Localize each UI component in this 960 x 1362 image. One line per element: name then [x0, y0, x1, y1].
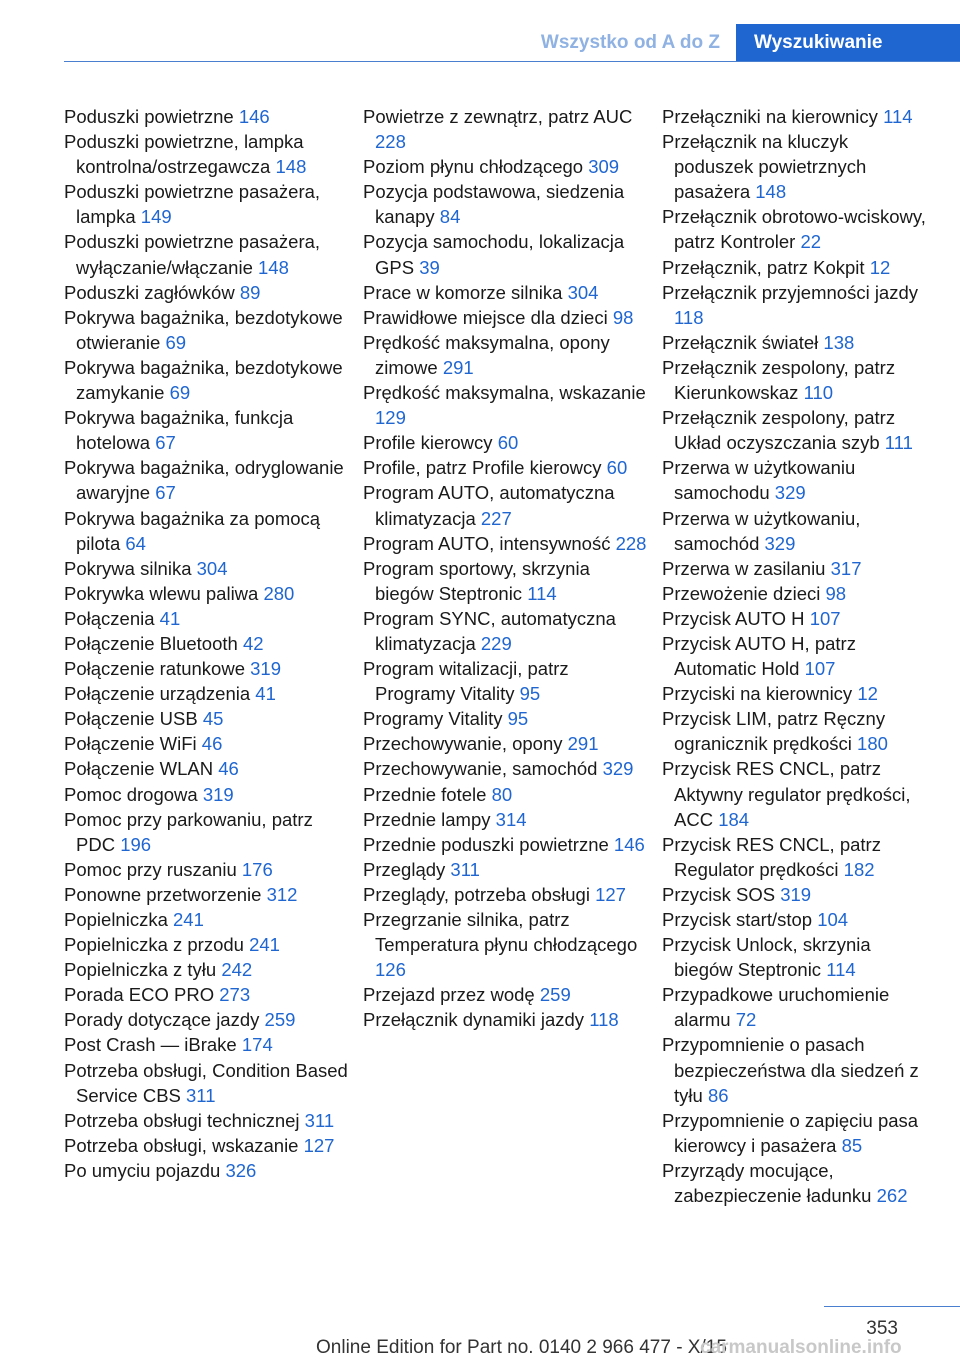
- index-page-link[interactable]: 228: [615, 532, 647, 554]
- index-page-link[interactable]: 176: [241, 858, 273, 880]
- index-page-link[interactable]: 241: [173, 909, 204, 930]
- search-tab-active[interactable]: Wyszukiwanie: [736, 24, 960, 62]
- index-page-link[interactable]: 60: [606, 457, 628, 479]
- index-entry: [662, 255, 932, 280]
- index-page-link[interactable]: 273: [219, 984, 251, 1006]
- index-page-link[interactable]: 69: [169, 382, 191, 404]
- index-entry-text: Przednie lampy: [363, 808, 491, 830]
- index-page-link[interactable]: 146: [613, 833, 645, 855]
- index-entry: [64, 706, 354, 731]
- index-entry: [363, 1007, 653, 1032]
- index-page-link[interactable]: 241: [249, 934, 280, 956]
- index-page-link[interactable]: 262: [876, 1185, 908, 1207]
- index-entry: [64, 932, 354, 957]
- index-page-link[interactable]: 309: [588, 156, 620, 178]
- index-entry-text: Przycisk RES CNCL, patrz Regulator prędkości: [662, 833, 881, 880]
- index-page-link[interactable]: 72: [735, 1009, 757, 1031]
- section-tab[interactable]: Wszystko od A do Z: [540, 32, 720, 53]
- index-entry: [363, 556, 653, 606]
- index-entry-text: Przełącznik zespolony, patrz Układ oczyszczania szyb: [662, 407, 896, 454]
- index-entry-text: Przełącznik obrotowo-wciskowy, patrz Kontroler: [662, 206, 926, 253]
- index-page-link[interactable]: 291: [567, 733, 599, 755]
- index-entry-text: Przycisk RES CNCL, patrz Aktywny regulator prędkości, ACC: [662, 758, 911, 830]
- index-entry-text: Połączenie WLAN: [64, 758, 214, 780]
- index-column-2: [363, 104, 653, 1032]
- index-page-link[interactable]: 129: [375, 407, 406, 429]
- index-entry-text: Powietrze z zewnątrz, patrz AUC: [363, 106, 633, 127]
- index-page-link[interactable]: 280: [263, 582, 295, 604]
- index-entry: [363, 380, 653, 430]
- index-entry-text: Poduszki powietrzne pasażera, wyłączanie/włączanie: [64, 231, 321, 278]
- index-entry-text: Przełączniki na kierownicy: [662, 106, 878, 127]
- index-entry: [662, 832, 932, 882]
- index-entry: [363, 229, 653, 279]
- index-page-link[interactable]: 311: [304, 1109, 335, 1131]
- index-entry: [64, 1058, 354, 1108]
- index-entry: [64, 506, 354, 556]
- index-page-link[interactable]: 111: [884, 432, 913, 454]
- index-page-link[interactable]: 329: [602, 758, 634, 780]
- index-entry-text: Przeglądy, potrzeba obsługi: [363, 883, 590, 905]
- index-column-3: [662, 104, 932, 1208]
- index-entry-text: Przednie fotele: [363, 783, 487, 805]
- index-entry: [64, 882, 354, 907]
- index-entry-text: Popielniczka z przodu: [64, 934, 244, 956]
- edition-note: Online Edition for Part no. 0140 2 966 477 - X/15: [316, 1337, 727, 1358]
- index-entry: [64, 104, 354, 129]
- index-entry-text: Pozycja samochodu, lokalizacja GPS: [363, 231, 625, 278]
- index-entry: [363, 832, 653, 857]
- watermark-text: carmanualsonline.info: [700, 1337, 902, 1358]
- index-entry: [363, 907, 653, 982]
- index-entry: [363, 280, 653, 305]
- index-page-link[interactable]: 60: [497, 432, 519, 454]
- index-entry: [64, 807, 354, 857]
- index-entry-text: Połączenie urządzenia: [64, 683, 251, 705]
- index-entry: [363, 756, 653, 781]
- index-entry-text: Potrzeba obsługi technicznej: [64, 1109, 300, 1131]
- index-page-link[interactable]: 41: [159, 607, 181, 629]
- index-entry-text: Prędkość maksymalna, opony zimowe: [363, 331, 610, 378]
- index-page-link[interactable]: 80: [491, 783, 513, 805]
- index-entry: [662, 681, 932, 706]
- index-entry: [363, 330, 653, 380]
- index-entry: [64, 455, 354, 505]
- index-page-link[interactable]: 242: [221, 959, 253, 981]
- index-entry: [64, 280, 354, 305]
- index-entry: [662, 204, 932, 254]
- index-entry: [64, 1007, 354, 1032]
- index-entry-text: Przechowywanie, opony: [363, 733, 563, 755]
- index-entry-text: Przycisk Unlock, skrzynia biegów Steptronic: [662, 934, 871, 981]
- index-page-link[interactable]: 95: [519, 683, 541, 705]
- index-entry-text: Prace w komorze silnika: [363, 281, 563, 303]
- index-entry-text: Pokrywa silnika: [64, 557, 192, 579]
- index-page-link[interactable]: 46: [201, 733, 223, 755]
- index-page-link[interactable]: 326: [225, 1159, 257, 1181]
- index-entry-text: Pokrywa bagażnika, bezdotykowe zamykanie: [64, 356, 343, 404]
- index-entry-text: Prawidłowe miejsce dla dzieci: [363, 306, 608, 328]
- index-page-link[interactable]: 98: [612, 306, 634, 328]
- index-entry: [64, 857, 354, 882]
- index-entry: [662, 581, 932, 606]
- index-page-link[interactable]: 12: [857, 683, 878, 705]
- index-entry: [662, 355, 932, 405]
- index-entry: [662, 932, 932, 982]
- index-page-link[interactable]: 149: [140, 206, 172, 228]
- index-page-link[interactable]: 259: [264, 1009, 296, 1031]
- index-page-link[interactable]: 69: [165, 331, 187, 353]
- index-entry-text: Przerwa w zasilaniu: [662, 557, 826, 579]
- index-entry-text: Połączenie USB: [64, 708, 198, 730]
- index-entry-text: Przełącznik przyjemności jazdy: [662, 281, 919, 303]
- index-page-link[interactable]: 180: [857, 733, 888, 755]
- index-page-link[interactable]: 184: [718, 808, 750, 830]
- index-entry: [64, 1032, 354, 1057]
- index-entry: [662, 129, 932, 204]
- index-entry-text: Pokrywa bagażnika, odryglowanie awaryjne: [64, 457, 344, 504]
- index-page-link[interactable]: 228: [375, 131, 406, 153]
- index-entry-text: Pokrywa bagażnika, funkcja hotelowa: [64, 407, 294, 454]
- index-entry-text: Połączenie WiFi: [64, 733, 197, 755]
- index-entry: [662, 882, 932, 907]
- index-entry: [662, 455, 932, 505]
- index-entry: [363, 731, 653, 756]
- index-entry: [662, 104, 932, 129]
- index-page-link[interactable]: 317: [830, 557, 862, 579]
- index-entry: [363, 857, 653, 882]
- index-page-link[interactable]: 229: [480, 632, 512, 654]
- index-page-link[interactable]: 114: [883, 106, 913, 127]
- index-entry: [64, 957, 354, 982]
- index-entry-text: Przednie poduszki powietrzne: [363, 833, 609, 855]
- index-page-link[interactable]: 319: [202, 783, 234, 805]
- index-page-link[interactable]: 64: [125, 532, 146, 554]
- index-entry-text: Potrzeba obsługi, wskazanie: [64, 1134, 299, 1156]
- index-entry-text: Profile, patrz Profile kierowcy: [363, 457, 602, 479]
- index-entry-text: Programy Vitality: [363, 708, 503, 730]
- index-entry: [363, 455, 653, 480]
- index-entry-text: Pomoc drogowa: [64, 783, 198, 805]
- index-entry: [64, 179, 354, 229]
- index-page-link[interactable]: 329: [764, 532, 796, 554]
- index-entry: [662, 1158, 932, 1208]
- index-page-link[interactable]: 148: [275, 156, 307, 178]
- index-page-link[interactable]: 41: [255, 683, 276, 705]
- index-page-link[interactable]: 126: [375, 959, 406, 981]
- index-entry-text: Poduszki zagłówków: [64, 281, 235, 303]
- index-entry-text: Po umyciu pojazdu: [64, 1159, 221, 1181]
- index-page-link[interactable]: 85: [841, 1134, 863, 1156]
- index-entry-text: Prędkość maksymalna, wskazanie: [363, 382, 646, 404]
- index-entry: [662, 631, 932, 681]
- page-number: 353: [866, 1318, 898, 1339]
- index-entry: [662, 756, 932, 831]
- index-entry: [64, 656, 354, 681]
- index-entry-text: Połączenia: [64, 607, 155, 629]
- index-entry-text: Poziom płynu chłodzącego: [363, 156, 584, 178]
- index-entry-text: Program AUTO, intensywność: [363, 532, 611, 554]
- index-entry: [662, 405, 932, 455]
- index-entry: [363, 179, 653, 229]
- index-page-link[interactable]: 148: [755, 181, 787, 203]
- index-entry: [662, 280, 932, 330]
- index-entry: [64, 305, 354, 355]
- index-entry: [64, 907, 354, 932]
- index-entry-text: Połączenie Bluetooth: [64, 632, 238, 654]
- index-page-link[interactable]: 118: [674, 306, 704, 328]
- index-entry: [363, 154, 653, 179]
- index-entry: [363, 656, 653, 706]
- index-entry-text: Przejazd przez wodę: [363, 984, 535, 1006]
- index-entry-text: Popielniczka z tyłu: [64, 959, 217, 981]
- index-page-link[interactable]: 42: [242, 632, 264, 654]
- index-page-link[interactable]: 182: [843, 858, 875, 880]
- index-entry: [363, 882, 653, 907]
- index-entry: [64, 129, 354, 179]
- index-page-link[interactable]: 22: [800, 231, 822, 253]
- index-entry: [662, 706, 932, 756]
- index-entry-text: Pokrywa bagażnika za pomocą pilota: [64, 507, 321, 554]
- index-page-link[interactable]: 98: [825, 582, 847, 604]
- index-entry: [64, 782, 354, 807]
- index-entry: [662, 330, 932, 355]
- index-entry-text: Przycisk AUTO H: [662, 607, 805, 629]
- index-entry-text: Ponowne przetworzenie: [64, 883, 262, 905]
- index-entry: [64, 731, 354, 756]
- index-entry-text: Przełącznik zespolony, patrz Kierunkowskaz: [662, 356, 896, 404]
- index-entry-text: Przycisk AUTO H, patrz Automatic Hold: [662, 632, 856, 680]
- index-entry-text: Poduszki powietrzne: [64, 106, 234, 127]
- index-page-link[interactable]: 67: [155, 432, 176, 454]
- index-entry: [363, 706, 653, 731]
- index-page-link[interactable]: 12: [869, 256, 891, 278]
- index-entry-text: Pomoc przy parkowaniu, patrz PDC: [64, 808, 313, 855]
- index-page-link[interactable]: 118: [589, 1009, 619, 1031]
- index-entry: [64, 405, 354, 455]
- index-entry-text: Program SYNC, automatyczna klimatyzacja: [363, 607, 616, 654]
- index-entry-text: Przewożenie dzieci: [662, 582, 821, 604]
- index-entry-text: Przycisk SOS: [662, 883, 776, 905]
- index-page-link[interactable]: 311: [450, 858, 480, 880]
- index-entry: [64, 1133, 354, 1158]
- index-page-link[interactable]: 329: [774, 482, 806, 504]
- index-entry-text: Przypomnienie o zapięciu pasa kierowcy i pasażera: [662, 1109, 919, 1156]
- index-page-link[interactable]: 67: [155, 482, 176, 504]
- index-page-link[interactable]: 95: [507, 708, 529, 730]
- index-page-link[interactable]: 86: [707, 1084, 729, 1106]
- index-entry-text: Pokrywa bagażnika, bezdotykowe otwieranie: [64, 306, 343, 353]
- index-page-link[interactable]: 104: [817, 909, 849, 930]
- index-entry-text: Pozycja podstawowa, siedzenia kanapy: [363, 181, 625, 228]
- index-entry: [64, 631, 354, 656]
- index-entry: [662, 907, 932, 932]
- index-entry: [363, 606, 653, 656]
- index-entry-text: Przeglądy: [363, 858, 446, 880]
- index-entry: [64, 606, 354, 631]
- index-entry-text: Przycisk start/stop: [662, 909, 813, 930]
- index-entry-text: Przyciski na kierownicy: [662, 683, 853, 705]
- index-entry: [64, 1158, 354, 1183]
- index-entry-text: Porada ECO PRO: [64, 984, 215, 1006]
- index-page-link[interactable]: 107: [809, 607, 841, 629]
- index-entry: [363, 982, 653, 1007]
- index-page-link[interactable]: 319: [780, 883, 812, 905]
- index-entry: [64, 1108, 354, 1133]
- index-page-link[interactable]: 127: [303, 1134, 335, 1156]
- index-entry-text: Program witalizacji, patrz Programy Vitality: [363, 658, 569, 705]
- index-entry-text: Program AUTO, automatyczna klimatyzacja: [363, 482, 615, 529]
- index-entry-text: Przycisk LIM, patrz Ręczny ogranicznik prędkości: [662, 708, 886, 755]
- index-entry-text: Poduszki powietrzne pasażera, lampka: [64, 181, 321, 228]
- index-entry-text: Potrzeba obsługi, Condition Based Service CBS: [64, 1059, 348, 1106]
- index-entry-text: Przełącznik świateł: [662, 331, 819, 353]
- index-entry-text: Przerwa w użytkowaniu, samochód: [662, 507, 861, 554]
- index-entry-text: Profile kierowcy: [363, 432, 493, 454]
- page-header: [0, 0, 960, 62]
- index-page-link[interactable]: 110: [803, 382, 834, 404]
- index-entry: [64, 756, 354, 781]
- index-page-link[interactable]: 84: [439, 206, 461, 228]
- index-page-link[interactable]: 174: [241, 1034, 273, 1056]
- footer-divider: [824, 1306, 960, 1307]
- index-entry: [662, 506, 932, 556]
- index-entry: [363, 782, 653, 807]
- index-page-link[interactable]: 127: [595, 883, 626, 905]
- index-page-link[interactable]: 138: [823, 331, 855, 353]
- index-entry: [64, 229, 354, 279]
- index-entry: [64, 681, 354, 706]
- index-entry: [64, 982, 354, 1007]
- index-entry-text: Popielniczka: [64, 909, 168, 930]
- index-page-link[interactable]: 314: [495, 808, 527, 830]
- index-entry-text: Program sportowy, skrzynia biegów Steptronic: [363, 557, 590, 604]
- header-divider: [64, 61, 960, 62]
- index-entry-text: Post Crash — iBrake: [64, 1034, 237, 1056]
- index-entry-text: Połączenie ratunkowe: [64, 658, 245, 680]
- index-entry-text: Pokrywka wlewu paliwa: [64, 582, 259, 604]
- index-entry: [64, 556, 354, 581]
- index-entry: [662, 1032, 932, 1107]
- index-page-link[interactable]: 312: [266, 883, 298, 905]
- index-page-link[interactable]: 107: [804, 658, 836, 680]
- index-page-link[interactable]: 304: [567, 281, 599, 303]
- index-entry-text: Przypomnienie o pasach bezpieczeństwa dla siedzeń z tyłu: [662, 1034, 919, 1106]
- index-entry: [662, 1108, 932, 1158]
- index-page-link[interactable]: 311: [186, 1084, 216, 1106]
- index-entry-text: Przypadkowe uruchomienie alarmu: [662, 984, 890, 1031]
- index-page-link[interactable]: 146: [238, 106, 270, 127]
- index-entry: [363, 531, 653, 556]
- index-entry: [662, 606, 932, 631]
- index-entry: [363, 104, 653, 154]
- index-page-link[interactable]: 148: [258, 256, 289, 278]
- index-page-link[interactable]: 319: [250, 658, 282, 680]
- index-entry: [662, 556, 932, 581]
- index-page-link[interactable]: 114: [826, 959, 856, 981]
- index-entry-text: Przełącznik dynamiki jazdy: [363, 1009, 585, 1031]
- index-page-link[interactable]: 259: [539, 984, 571, 1006]
- index-entry: [662, 982, 932, 1032]
- index-page-link[interactable]: 304: [196, 557, 228, 579]
- index-entry-text: Przechowywanie, samochód: [363, 758, 598, 780]
- index-page-link[interactable]: 89: [239, 281, 261, 303]
- index-entry-text: Przegrzanie silnika, patrz Temperatura płynu chłodzącego: [363, 909, 638, 956]
- index-entry: [363, 807, 653, 832]
- index-page-link[interactable]: 227: [480, 507, 512, 529]
- index-page-link[interactable]: 291: [442, 356, 474, 378]
- index-page-link[interactable]: 114: [527, 582, 557, 604]
- index-entry: [64, 355, 354, 405]
- index-entry: [64, 581, 354, 606]
- index-entry: [363, 305, 653, 330]
- index-entry-text: Przyrządy mocujące, zabezpieczenie ładunku: [662, 1159, 872, 1207]
- index-entry-text: Przełącznik, patrz Kokpit: [662, 256, 865, 278]
- index-entry-text: Przełącznik na kluczyk poduszek powietrznych pasażera: [662, 131, 867, 203]
- index-entry-text: Przerwa w użytkowaniu samochodu: [662, 457, 856, 504]
- index-page-link[interactable]: 45: [202, 708, 224, 730]
- index-page-link[interactable]: 46: [218, 758, 239, 780]
- index-entry-text: Poduszki powietrzne, lampka kontrolna/ostrzegawcza: [64, 131, 304, 178]
- index-column-1: [64, 104, 354, 1183]
- index-page-link[interactable]: 39: [419, 256, 440, 278]
- index-entry-text: Pomoc przy ruszaniu: [64, 858, 237, 880]
- index-entry: [363, 480, 653, 530]
- index-entry: [363, 430, 653, 455]
- index-page-link[interactable]: 196: [120, 833, 152, 855]
- index-entry-text: Porady dotyczące jazdy: [64, 1009, 260, 1031]
